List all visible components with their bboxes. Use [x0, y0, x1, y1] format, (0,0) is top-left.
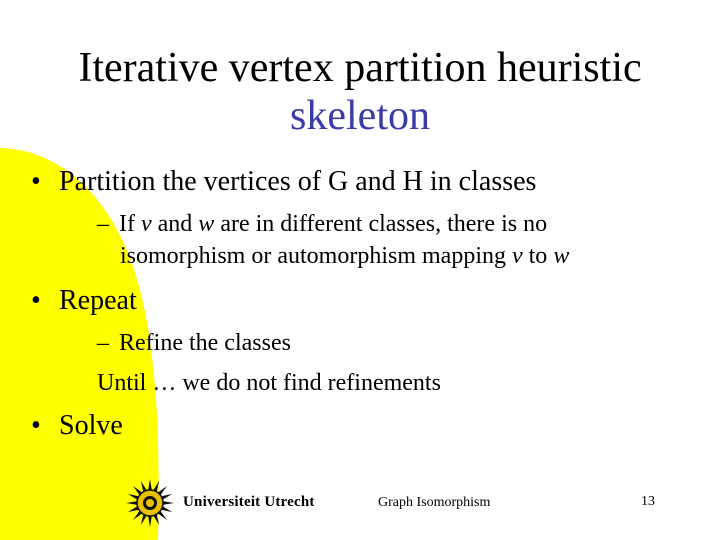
bullet-text: Solve — [59, 410, 123, 441]
bullet-partition — [31, 166, 536, 198]
bullet-text: Repeat — [59, 285, 137, 316]
sub-text: to — [522, 243, 554, 269]
footer-page-number: 13 — [641, 494, 655, 509]
sub-bullet-isomorphism — [97, 208, 569, 272]
sub-text: are in different classes, there is no — [214, 211, 548, 237]
sub-until-line — [97, 367, 441, 399]
footer-university-name: Universiteit Utrecht — [183, 494, 315, 510]
sub-continuation — [97, 240, 569, 272]
var-w: w — [553, 243, 570, 269]
bullet-marker: • — [31, 166, 41, 197]
footer-course-title: Graph Isomorphism — [378, 495, 491, 510]
sub-bullet-dash: – — [97, 211, 109, 237]
sub-bullet-refine — [97, 327, 291, 359]
bullet-marker: • — [31, 285, 41, 316]
bullet-repeat — [31, 285, 137, 317]
var-w: w — [198, 211, 215, 237]
sub-text: isomorphism or automorphism mapping — [120, 243, 512, 269]
var-v: v — [511, 243, 523, 269]
university-logo-icon — [125, 478, 175, 528]
sub-text: and — [151, 211, 199, 237]
slide-title — [0, 44, 720, 140]
bullet-marker: • — [31, 410, 41, 441]
title-line-1: Iterative vertex partition heuristic — [78, 45, 642, 91]
bullet-solve — [31, 410, 123, 442]
sub-text: Refine the classes — [119, 330, 291, 356]
sub-text: Until … we do not find refinements — [97, 370, 441, 396]
bullet-text: Partition the vertices of G and H in classes — [59, 166, 537, 197]
title-line-2: skeleton — [290, 93, 430, 139]
var-v: v — [140, 211, 152, 237]
sub-text: If — [119, 211, 141, 237]
sub-bullet-dash: – — [97, 330, 109, 356]
